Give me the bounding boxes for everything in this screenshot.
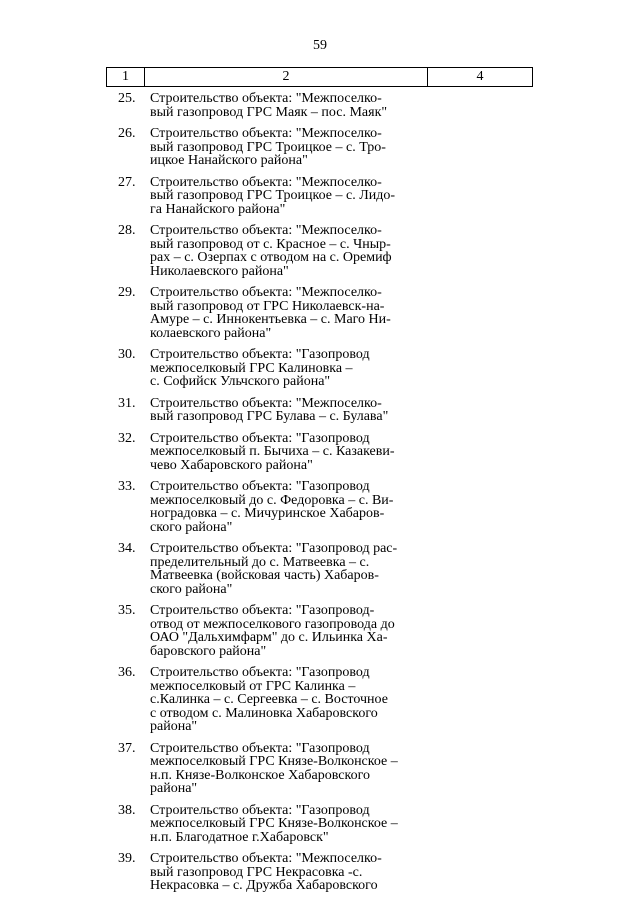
entry-text: Строительство объекта: "Межпоселко- вый газопровод ГРС Булава – с. Булава" [150,395,389,424]
list-item [106,397,426,424]
list-item [106,286,426,340]
list-item [106,852,426,893]
entry-number: 29. [118,285,136,300]
entry-number: 39. [118,851,136,866]
entry-text: Строительство объекта: "Межпоселко- вый газопровод ГРС Троицкое – с. Лидо- га Нанайского района" [150,174,395,217]
entry-text: Строительство объекта: "Межпоселко- вый газопровод от ГРС Николаевск-на- Амуре – с. Иннокентьевка – с. Маго Ни- колаевского района" [150,285,391,341]
list-item [106,804,426,845]
entry-number: 37. [118,740,136,756]
list-item [106,176,426,217]
list-item [106,348,426,389]
entry-text: Строительство объекта: "Межпоселко- вый газопровод ГРС Маяк – пос. Маяк" [150,91,388,120]
entry-number: 32. [118,430,136,446]
entry-number: 27. [118,174,136,190]
entry-list [106,92,426,901]
list-item [106,127,426,168]
entry-number: 33. [118,479,136,494]
entry-text: Строительство объекта: "Газопровод межпоселковый ГРС Князе-Волконское – н.п. Благодатное г.Хабаровск" [150,802,398,845]
entry-text: Строительство объекта: "Газопровод межпоселковый ГРС Князе-Волконское – н.п. Князе-Волконское Хабаровского района" [150,740,398,796]
entry-number: 28. [118,223,136,238]
entry-text: Строительство объекта: "Газопровод рас- пределительный до с. Матвеевка – с. Матвеевка (войсковая часть) Хабаров- ского района" [150,541,398,597]
column-header-4: 4 [428,68,533,87]
entry-number: 34. [118,541,136,556]
column-header-row [107,68,533,87]
list-item [106,666,426,734]
list-item [106,604,426,658]
entry-number: 38. [118,802,136,818]
entry-text: Строительство объекта: "Газопровод- отвод от межпоселкового газопровода до ОАО "Дальхимфарм" до с. Ильинка Ха- баровского района" [150,603,395,659]
entry-number: 36. [118,665,136,680]
entry-number: 35. [118,603,136,618]
entry-text: Строительство объекта: "Газопровод межпоселковый до с. Федоровка – с. Ви- ноградовка – с. Мичуринское Хабаров- ского района" [150,479,394,535]
entry-text: Строительство объекта: "Газопровод межпоселковый от ГРС Калинка – с.Калинка – с. Сергеевка – с. Восточное с отводом с. Малиновка Хабаровского района" [150,665,388,734]
entry-number: 30. [118,347,136,362]
list-item [106,542,426,596]
entry-number: 26. [118,126,136,141]
entry-text: Строительство объекта: "Межпоселко- вый газопровод ГРС Троицкое – с. Тро- ицкое Нанайского района" [150,126,386,168]
list-item [106,480,426,534]
entry-text: Строительство объекта: "Межпоселко- вый газопровод от с. Красное – с. Чныр- рах – с. Озерпах с отводом на с. Оремиф Николаевского района" [150,223,392,279]
list-item [106,432,426,473]
page-number: 59 [313,38,327,53]
entry-text: Строительство объекта: "Межпоселко- вый газопровод ГРС Некрасовка -с. Некрасовка – с. Дружба Хабаровского [150,851,382,893]
entry-number: 25. [118,91,136,106]
list-item [106,224,426,278]
entry-text: Строительство объекта: "Газопровод межпоселковый ГРС Калиновка – с. Софийск Ульчского района" [150,347,370,389]
column-header-1: 1 [107,68,145,87]
entry-text: Строительство объекта: "Газопровод межпоселковый п. Бычиха – с. Казакеви- чево Хабаровского района" [150,430,395,473]
list-item [106,742,426,796]
column-header-2: 2 [145,68,428,87]
column-header-table [106,67,533,87]
entry-number: 31. [118,395,136,411]
list-item [106,92,426,119]
